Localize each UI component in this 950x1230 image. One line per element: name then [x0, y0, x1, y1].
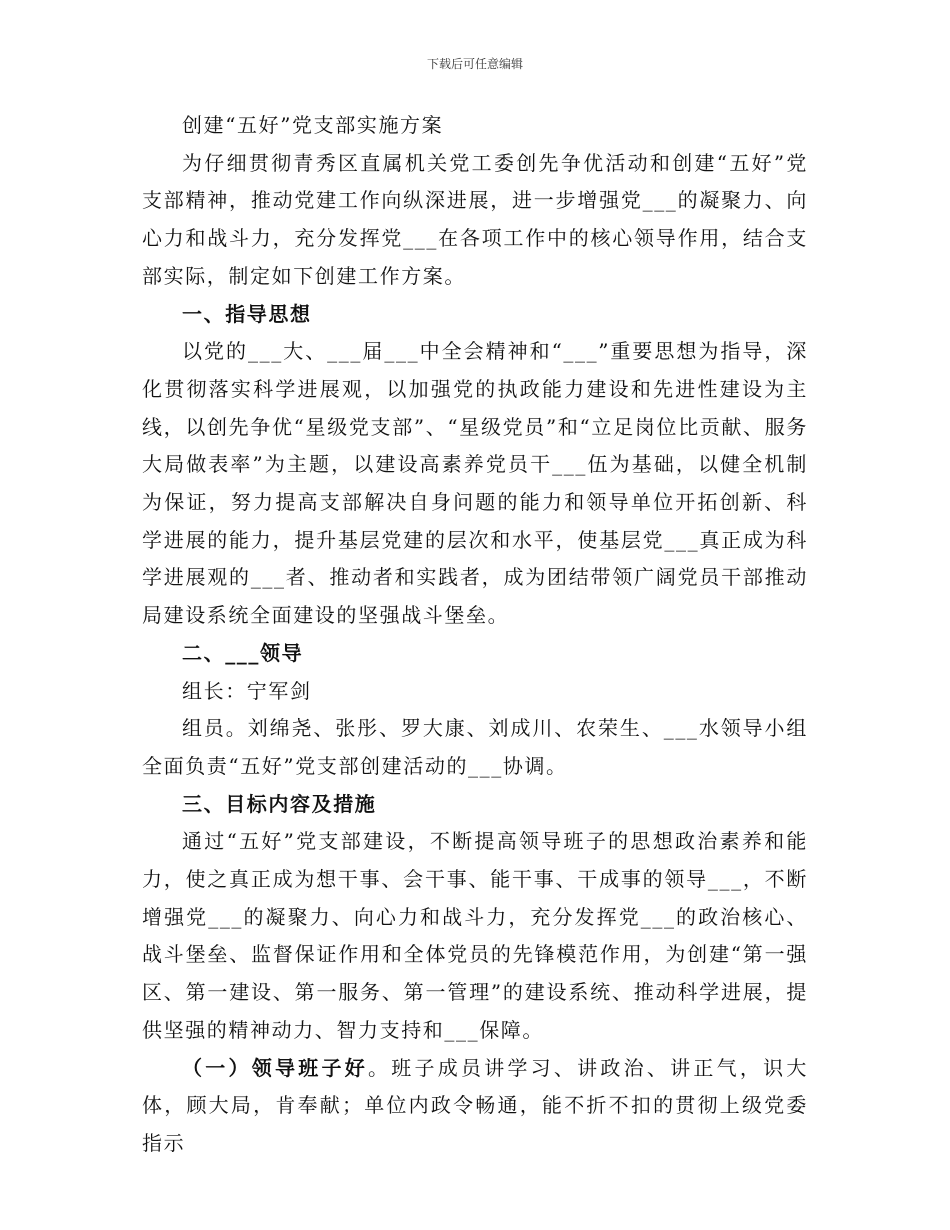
guiding-ideology-paragraph: 以党的___大、___届___中全会精神和“___”重要思想为指导，深化贯彻落实科学进展观，以加强党的执政能力建设和先进性建设为主线，以创先争优“星级党支部”、“星级党员”和“立足岗位比贡献、服务大局做表率”为主题，以建设高素养党员干___伍为基础，以健全机制为保证，努力提高支部解决自身问题的能力和领导单位开拓创新、科学进展的能力，提升基层党建的层次和水平，使基层党___真正成为科学进展观的___者、推动者和实践者，成为团结带领广阔党员干部推动局建设系统全面建设的坚强战斗堡垒。: [142, 339, 808, 628]
document-title: 创建“五好”党支部实施方案: [182, 113, 444, 137]
document-body: [142, 107, 808, 1163]
item-leadership-team-label: （一）领导班子好: [182, 1055, 368, 1080]
section-heading-leadership: 二、___领导: [182, 640, 304, 665]
goals-paragraph: 通过“五好”党支部建设，不断提高领导班子的思想政治素养和能力，使之真正成为想干事、会干事、能干事、干成事的领导___，不断增强党___的凝聚力、向心力和战斗力，充分发挥党___的政治核心、战斗堡垒、监督保证作用和全体党员的先锋模范作用，为创建“第一强区、第一建设、第一服务、第一管理”的建设系统、推动科学进展，提供坚强的精神动力、智力支持和___保障。: [142, 829, 808, 1042]
group-members-paragraph: 组员。刘绵尧、张彤、罗大康、刘成川、农荣生、___水领导小组全面负责“五好”党支部创建活动的___协调。: [142, 716, 808, 778]
item-leadership-team-text: 。班子成员讲学习、讲政治、讲正气，识大体，顾大局，肯奉献；单位内政令畅通，能不折不扣的贯彻上级党委指示: [142, 1055, 808, 1155]
item-leadership-team-paragraph: [142, 1050, 808, 1163]
intro-paragraph: 为仔细贯彻青秀区直属机关党工委创先争优活动和创建“五好”党支部精神，推动党建工作向纵深进展，进一步增强党___的凝聚力、向心力和战斗力，充分发挥党___在各项工作中的核心领导作用，结合支部实际，制定如下创建工作方案。: [142, 150, 808, 288]
section-heading-goals: 三、目标内容及措施: [182, 791, 377, 816]
group-leader-line: 组长：宁军剑: [182, 678, 312, 703]
page-header: 下载后可任意编辑: [426, 57, 523, 71]
section-heading-guiding-ideology: 一、指导思想: [182, 301, 312, 326]
